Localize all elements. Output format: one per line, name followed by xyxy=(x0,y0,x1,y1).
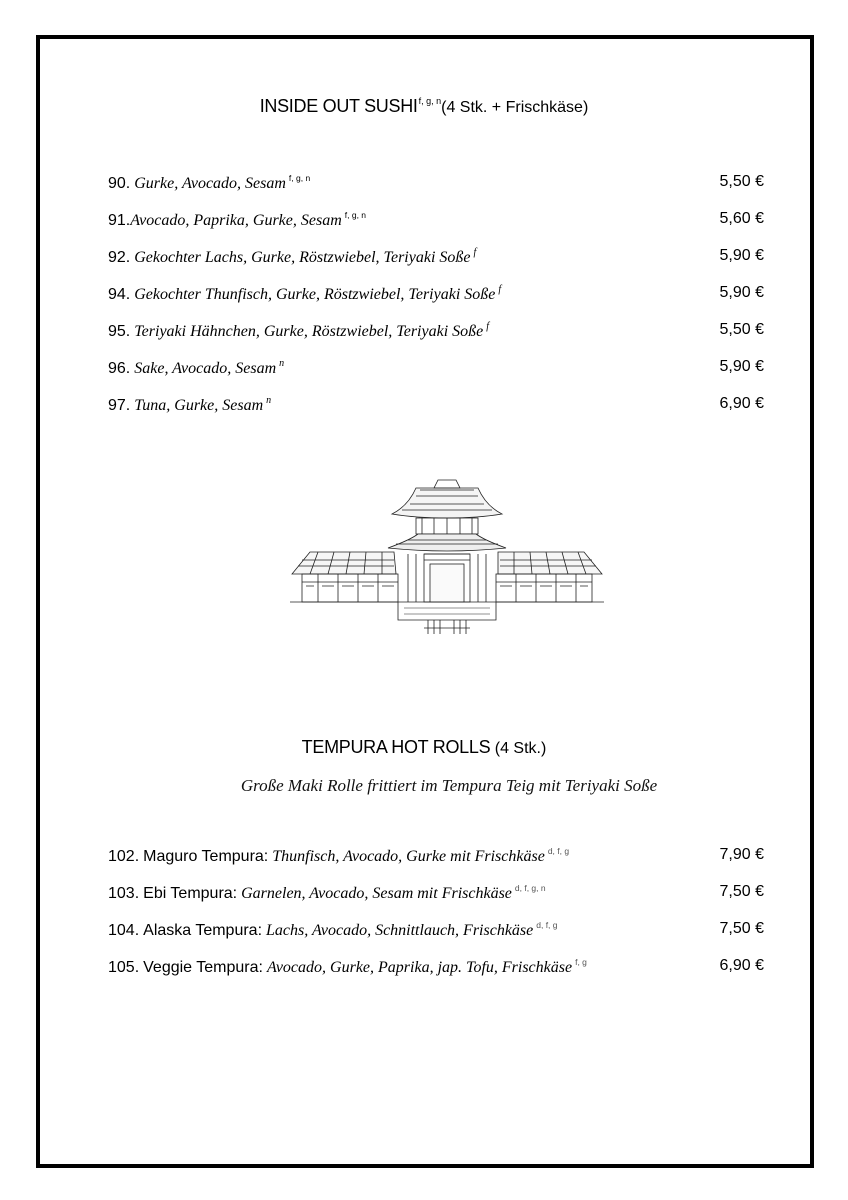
item-price: 6,90 € xyxy=(719,957,764,974)
menu-item xyxy=(108,173,764,195)
item-separator: : xyxy=(257,922,263,939)
item-number: 104. xyxy=(108,922,140,939)
menu-item xyxy=(108,395,764,417)
item-separator: : xyxy=(232,885,238,902)
item-description: Avocado, Paprika, Gurke, Sesam xyxy=(130,212,342,229)
item-price: 5,90 € xyxy=(719,358,764,375)
item-description: Sake, Avocado, Sesam xyxy=(134,360,277,377)
item-allergens: n xyxy=(266,395,272,406)
item-allergens: n xyxy=(279,358,285,369)
item-allergens: f, g xyxy=(575,957,587,967)
item-price: 5,90 € xyxy=(719,284,764,301)
section-title: TEMPURA HOT ROLLS xyxy=(301,737,491,757)
item-price: 5,50 € xyxy=(719,321,764,338)
item-price: 7,90 € xyxy=(719,846,764,863)
item-number: 95. xyxy=(108,323,131,340)
item-number: 92. xyxy=(108,249,131,266)
japanese-temple-gate-drawing-icon xyxy=(288,478,606,636)
section-title-allergens: f, g, n xyxy=(418,96,442,106)
item-allergens: d, f, g, n xyxy=(514,883,546,893)
item-description: Gurke, Avocado, Sesam xyxy=(134,175,286,192)
menu-item xyxy=(108,883,764,905)
item-allergens: d, f, g xyxy=(547,846,570,856)
item-description: Avocado, Gurke, Paprika, jap. Tofu, Frischkäse xyxy=(266,959,573,976)
item-name: Ebi Tempura xyxy=(143,885,233,902)
item-number: 91. xyxy=(108,212,131,229)
item-allergens: f, g, n xyxy=(344,210,367,220)
item-separator: : xyxy=(258,959,263,976)
menu-item xyxy=(108,957,764,979)
item-number: 102. xyxy=(108,848,140,865)
section-heading-inside-out-sushi xyxy=(0,96,848,117)
item-number: 90. xyxy=(108,175,131,192)
item-price: 6,90 € xyxy=(719,395,764,412)
item-description: Lachs, Avocado, Schnittlauch, Frischkäse xyxy=(266,922,534,939)
item-number: 105. xyxy=(108,959,140,976)
item-description: Teriyaki Hähnchen, Gurke, Röstzwiebel, Teriyaki Soße xyxy=(134,323,484,340)
menu-item xyxy=(108,210,764,232)
menu-item xyxy=(108,920,764,942)
item-price: 5,60 € xyxy=(719,210,764,227)
item-allergens: d, f, g xyxy=(536,920,558,930)
item-description: Gekochter Lachs, Gurke, Röstzwiebel, Teriyaki Soße xyxy=(134,249,471,266)
item-allergens: f xyxy=(473,247,477,258)
section-heading-tempura-hot-rolls xyxy=(0,737,848,758)
menu-item xyxy=(108,358,764,380)
item-name: Maguro Tempura xyxy=(143,848,264,865)
item-number: 97. xyxy=(108,397,131,414)
section-title-note: (4 Stk. + Frischkäse) xyxy=(441,99,589,116)
item-separator: : xyxy=(263,848,269,865)
section-title: INSIDE OUT SUSHI xyxy=(259,96,418,116)
item-allergens: f xyxy=(498,284,502,295)
item-price: 7,50 € xyxy=(719,920,764,937)
item-allergens: f xyxy=(486,321,490,332)
item-name: Veggie Tempura xyxy=(143,959,259,976)
menu-item xyxy=(108,321,764,343)
section-title-note: (4 Stk.) xyxy=(494,740,547,757)
item-number: 103. xyxy=(108,885,140,902)
item-description: Thunfisch, Avocado, Gurke mit Frischkäse xyxy=(272,848,545,865)
menu-item xyxy=(108,284,764,306)
item-number: 96. xyxy=(108,360,131,377)
menu-item xyxy=(108,247,764,269)
section-subtitle: Große Maki Rolle frittiert im Tempura Teig mit Teriyaki Soße xyxy=(240,776,658,795)
item-allergens: f, g, n xyxy=(288,173,311,183)
item-price: 5,90 € xyxy=(719,247,764,264)
item-price: 5,50 € xyxy=(719,173,764,190)
item-name: Alaska Tempura xyxy=(143,922,258,939)
item-description: Garnelen, Avocado, Sesam mit Frischkäse xyxy=(241,885,512,902)
menu-item xyxy=(108,846,764,868)
item-price: 7,50 € xyxy=(719,883,764,900)
item-description: Tuna, Gurke, Sesam xyxy=(134,397,264,414)
item-number: 94. xyxy=(108,286,131,303)
item-description: Gekochter Thunfisch, Gurke, Röstzwiebel, Teriyaki Soße xyxy=(134,286,496,303)
